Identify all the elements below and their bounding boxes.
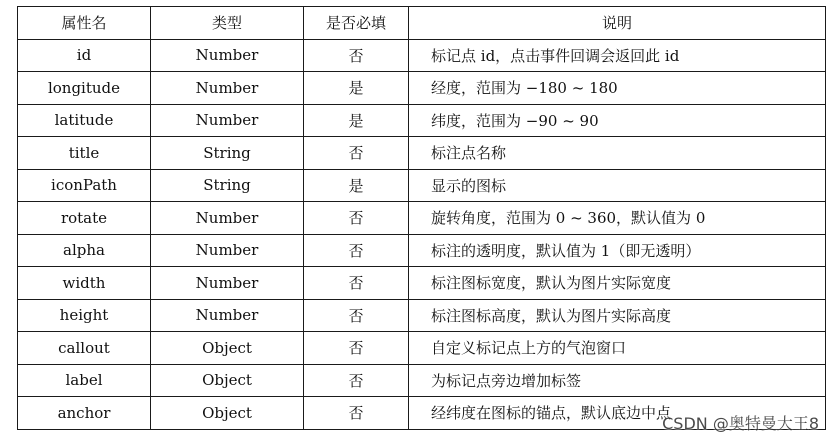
table-header-row xyxy=(18,7,826,40)
cell-type: Number xyxy=(151,267,304,300)
cell-required: 否 xyxy=(304,202,409,235)
cell-type: Number xyxy=(151,299,304,332)
cell-attribute-name: anchor xyxy=(18,397,151,430)
cell-type: Object xyxy=(151,397,304,430)
table-row xyxy=(18,364,826,397)
marker-attributes-table xyxy=(17,6,826,430)
cell-required: 是 xyxy=(304,72,409,105)
table-row xyxy=(18,234,826,267)
table-row xyxy=(18,137,826,170)
header-description: 说明 xyxy=(409,7,826,40)
cell-required: 否 xyxy=(304,137,409,170)
cell-description: 标注图标高度，默认为图片实际高度 xyxy=(409,299,826,332)
cell-type: Number xyxy=(151,202,304,235)
cell-description: 标注点名称 xyxy=(409,137,826,170)
cell-attribute-name: title xyxy=(18,137,151,170)
header-type: 类型 xyxy=(151,7,304,40)
cell-required: 否 xyxy=(304,332,409,365)
table-row xyxy=(18,104,826,137)
cell-attribute-name: callout xyxy=(18,332,151,365)
cell-description: 标注图标宽度，默认为图片实际宽度 xyxy=(409,267,826,300)
cell-attribute-name: latitude xyxy=(18,104,151,137)
cell-required: 否 xyxy=(304,39,409,72)
header-required: 是否必填 xyxy=(304,7,409,40)
cell-description: 旋转角度，范围为 0 ~ 360，默认值为 0 xyxy=(409,202,826,235)
cell-type: String xyxy=(151,169,304,202)
cell-description: 经度，范围为 −180 ~ 180 xyxy=(409,72,826,105)
cell-required: 否 xyxy=(304,234,409,267)
table-row xyxy=(18,39,826,72)
table-row xyxy=(18,202,826,235)
cell-type: Number xyxy=(151,39,304,72)
cell-attribute-name: alpha xyxy=(18,234,151,267)
cell-type: Number xyxy=(151,234,304,267)
attributes-table-container xyxy=(17,6,826,430)
table-row xyxy=(18,299,826,332)
table-row xyxy=(18,267,826,300)
cell-required: 否 xyxy=(304,299,409,332)
cell-attribute-name: height xyxy=(18,299,151,332)
cell-description: 标记点 id，点击事件回调会返回此 id xyxy=(409,39,826,72)
csdn-watermark: CSDN @奥特曼大王8 xyxy=(662,414,819,433)
cell-required: 否 xyxy=(304,397,409,430)
cell-type: Number xyxy=(151,104,304,137)
cell-type: Object xyxy=(151,364,304,397)
cell-attribute-name: label xyxy=(18,364,151,397)
table-row xyxy=(18,169,826,202)
cell-description: 显示的图标 xyxy=(409,169,826,202)
cell-required: 否 xyxy=(304,267,409,300)
cell-attribute-name: width xyxy=(18,267,151,300)
cell-required: 否 xyxy=(304,364,409,397)
cell-type: Object xyxy=(151,332,304,365)
cell-required: 是 xyxy=(304,169,409,202)
cell-description: 标注的透明度，默认值为 1（即无透明） xyxy=(409,234,826,267)
cell-type: Number xyxy=(151,72,304,105)
cell-description: 经纬度在图标的锚点，默认底边中点 xyxy=(409,397,826,430)
header-attribute-name: 属性名 xyxy=(18,7,151,40)
table-row xyxy=(18,72,826,105)
cell-description: 自定义标记点上方的气泡窗口 xyxy=(409,332,826,365)
cell-description: 纬度，范围为 −90 ~ 90 xyxy=(409,104,826,137)
table-row xyxy=(18,332,826,365)
cell-required: 是 xyxy=(304,104,409,137)
cell-type: String xyxy=(151,137,304,170)
cell-description: 为标记点旁边增加标签 xyxy=(409,364,826,397)
cell-attribute-name: rotate xyxy=(18,202,151,235)
cell-attribute-name: iconPath xyxy=(18,169,151,202)
cell-attribute-name: id xyxy=(18,39,151,72)
cell-attribute-name: longitude xyxy=(18,72,151,105)
